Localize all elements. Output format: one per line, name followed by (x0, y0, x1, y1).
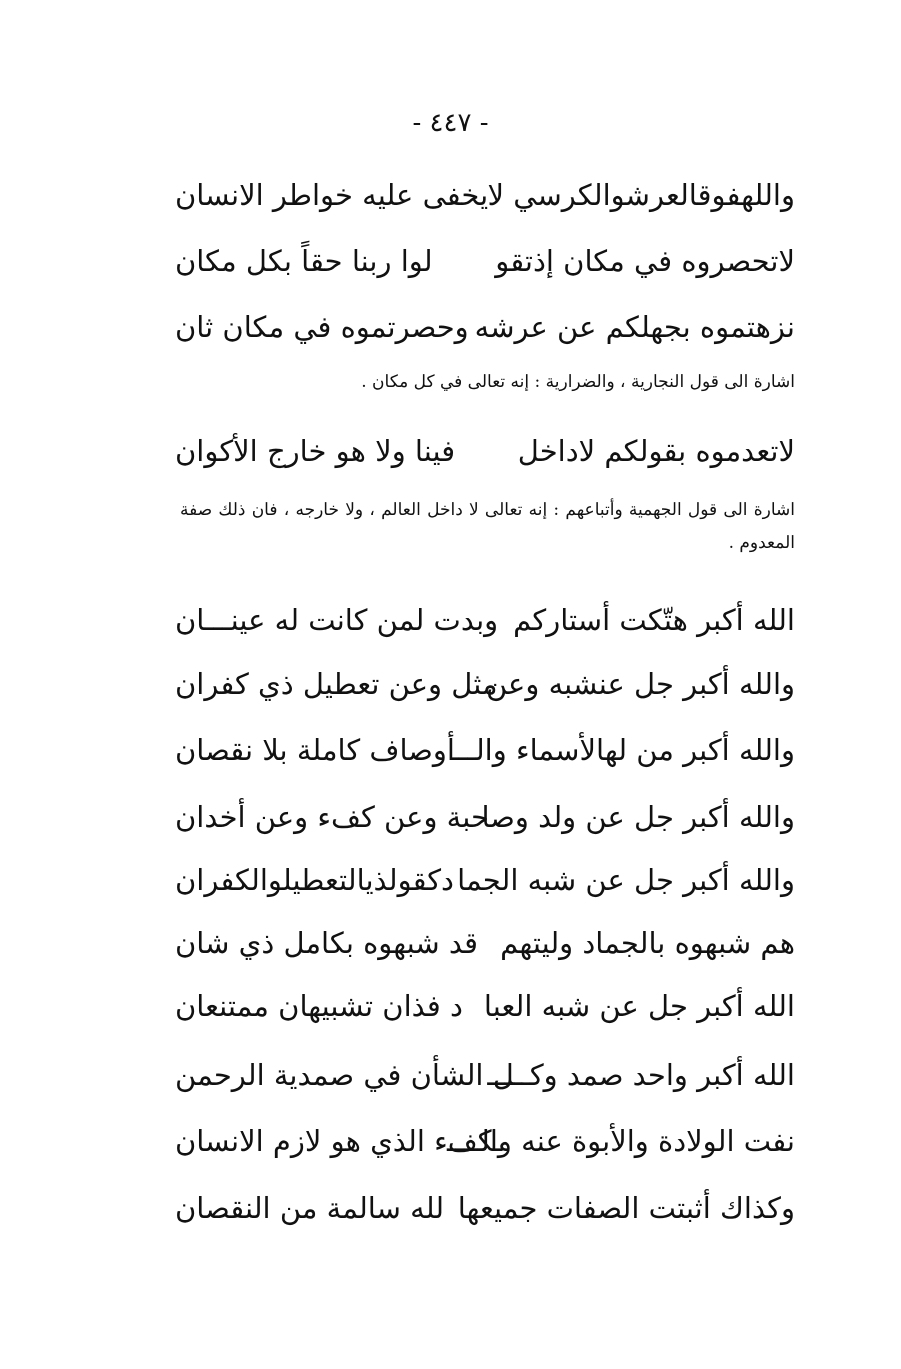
verse-second-hemistich: ـكفء الذي هو لازم الانسان (175, 1124, 503, 1158)
verse-second-hemistich: وبدت لمن كانت له عينـــان (175, 603, 499, 637)
verse-second-hemistich: حبة وعن كفء وعن أخدان (175, 800, 489, 834)
verse-line (175, 727, 795, 773)
verse-first-hemistich: لاتعدموه بقولكم لاداخل (517, 434, 795, 468)
verse-line (175, 794, 795, 840)
verse-line (175, 172, 795, 218)
verse-line (175, 983, 795, 1029)
verse-second-hemistich: أوصاف كاملة بلا نقصان (175, 733, 455, 767)
verse-first-hemistich: واللهفوقالعرشوالكرسي لا (487, 178, 795, 212)
verse-first-hemistich: نزهتموه بجهلكم عن عرشه (474, 310, 795, 344)
verse-line (175, 1185, 795, 1231)
verse-second-hemistich: قد شبهوه بكامل ذي شان (175, 926, 479, 960)
verse-second-hemistich: لوا ربنا حقاً بكل مكان (175, 244, 433, 278)
verse-first-hemistich: والله أكبر جل عنشبه وعن (485, 667, 795, 701)
verse-line (175, 238, 795, 284)
footnote: اشارة الى قول النجارية ، والضرارية : إنه تعالى في كل مكان . (361, 372, 795, 392)
verse-first-hemistich: الله أكبر جل عن شبه العبا (483, 989, 795, 1023)
verse-line (175, 1052, 795, 1098)
verse-first-hemistich: نفت الولادة والأبوة عنه والــــ (447, 1124, 795, 1158)
verse-line (175, 304, 795, 350)
verse-second-hemistich: وحصرتموه في مكان ثان (175, 310, 469, 344)
verse-first-hemistich: الله أكبر هتّكت أستاركم (513, 603, 795, 637)
verse-second-hemistich: لله سالمة من النقصان (175, 1191, 445, 1225)
verse-second-hemistich: مثل وعن تعطيل ذي كفران (175, 667, 498, 701)
footnote: اشارة الى قول الجهمية وأتباعهم : إنه تعالى لا داخل العالم ، ولا خارجه ، فان ذلك صفة المعدوم . (180, 500, 795, 553)
verse-first-hemistich: والله أكبر جل عن ولد وصا (481, 800, 795, 834)
verse-first-hemistich: والله أكبر جل عن شبه الجما (457, 863, 795, 897)
verse-first-hemistich: والله أكبر من لهالأسماء والـــ (450, 733, 795, 767)
verse-line (175, 1118, 795, 1164)
verse-first-hemistich: هم شبهوه بالجماد وليتهم (500, 926, 795, 960)
page-number: - ٤٤٧ - (412, 108, 489, 138)
verse-second-hemistich: د فذان تشبيهان ممتنعان (175, 989, 463, 1023)
verse-second-hemistich: يخفى عليه خواطر الانسان (175, 178, 489, 212)
verse-line (175, 661, 795, 707)
verse-first-hemistich: وكذاك أثبتت الصفات جميعها (457, 1191, 795, 1225)
verse-line (175, 920, 795, 966)
verse-first-hemistich: الله أكبر واحد صمد وكـــــ (487, 1058, 795, 1092)
verse-second-hemistich: دكقولذيالتعطيلوالكفران (175, 863, 454, 897)
verse-line (175, 428, 795, 474)
verse-second-hemistich: فينا ولا هو خارج الأكوان (175, 434, 456, 468)
verse-second-hemistich: ـل الشأن في صمدية الرحمن (175, 1058, 524, 1092)
verse-line (175, 597, 795, 643)
verse-line (175, 857, 795, 903)
verse-first-hemistich: لاتحصروه في مكان إذتقو (495, 244, 795, 278)
